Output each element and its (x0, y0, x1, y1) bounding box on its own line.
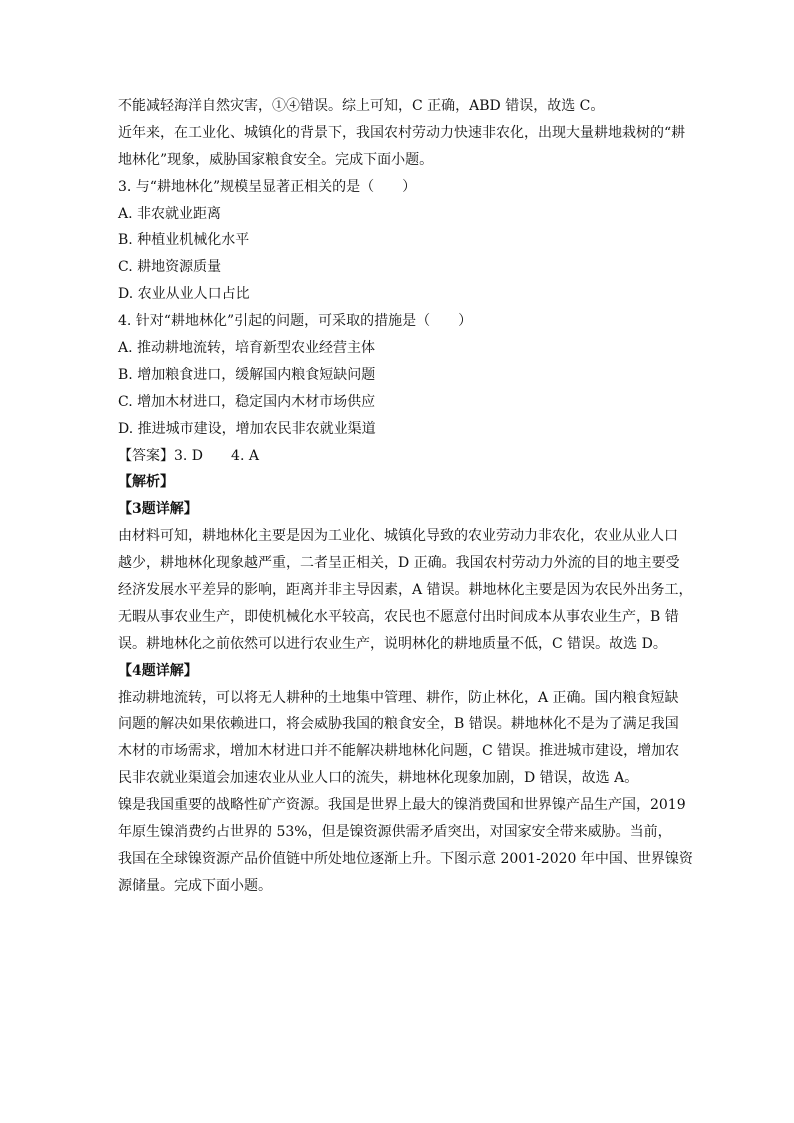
question-3-option-c: C. 耕地资源质量 (118, 259, 222, 276)
question-4-option-b: B. 增加粮食进口，缓解国内粮食短缺问题 (118, 366, 376, 383)
text-line-material-1: 近年来，在工业化、城镇化的背景下，我国农村劳动力快速非农化，出现大量耕地栽树的“耕 (118, 124, 686, 141)
question-3-stem: 3. 与“耕地林化”规模呈显著正相关的是（ ） (118, 178, 417, 195)
question-4-option-d: D. 推进城市建设，增加农民非农就业渠道 (118, 420, 376, 437)
question-3-option-b: B. 种植业机械化水平 (118, 232, 250, 249)
nickel-material-line-4: 源储量。完成下面小题。 (118, 877, 272, 894)
question-4-detail-line-3: 木材的市场需求，增加木材进口并不能解决耕地林化问题，C 错误。推进城市建设，增加农 (118, 743, 680, 760)
analysis-heading: 【解析】 (118, 474, 174, 491)
question-4-option-a: A. 推动耕地流转，培育新型农业经营主体 (118, 340, 376, 357)
text-line-material-2: 地林化”现象，威胁国家粮食安全。完成下面小题。 (118, 151, 434, 168)
nickel-material-line-3: 我国在全球镍资源产品价值链中所处地位逐渐上升。下图示意 2001-2020 年中国、世界镍资 (118, 850, 693, 867)
document-page (118, 93, 693, 900)
question-3-detail-line-3: 经济发展水平差异的影响，距离并非主导因素，A 错误。耕地林化主要是因为农民外出务工， (118, 582, 693, 599)
question-3-detail-line-5: 误。耕地林化之前依然可以进行农业生产，说明林化的耕地质量不低，C 错误。故选 D。 (118, 635, 667, 652)
question-3-option-d: D. 农业从业人口占比 (118, 286, 250, 303)
question-3-detail-line-4: 无暇从事农业生产，即使机械化水平较高，农民也不愿意付出时间成本从事农业生产，B 错 (118, 608, 679, 625)
question-3-detail-line-1: 由材料可知，耕地林化主要是因为工业化、城镇化导致的农业劳动力非农化，农业从业人口 (118, 528, 678, 545)
answer-line: 【答案】3. D 4. A (118, 447, 259, 464)
nickel-material-line-1: 镍是我国重要的战略性矿产资源。我国是世界上最大的镍消费国和世界镍产品生产国，2019 (118, 797, 686, 814)
question-3-detail-line-2: 越少，耕地林化现象越严重，二者呈正相关，D 正确。我国农村劳动力外流的目的地主要受 (118, 555, 680, 572)
question-4-detail-heading: 【4题详解】 (118, 662, 198, 679)
question-4-stem: 4. 针对“耕地林化”引起的问题，可采取的措施是（ ） (118, 313, 473, 330)
question-3-option-a: A. 非农就业距离 (118, 205, 222, 222)
question-4-detail-line-4: 民非农就业渠道会加速农业从业人口的流失，耕地林化现象加剧，D 错误，故选 A。 (118, 770, 639, 787)
question-4-detail-line-1: 推动耕地流转，可以将无人耕种的土地集中管理、耕作，防止林化，A 正确。国内粮食短缺 (118, 689, 679, 706)
question-4-option-c: C. 增加木材进口，稳定国内木材市场供应 (118, 393, 376, 410)
nickel-material-line-2: 年原生镍消费约占世界的 53%，但是镍资源供需矛盾突出，对国家安全带来威胁。当前， (118, 824, 672, 841)
question-3-detail-heading: 【3题详解】 (118, 501, 198, 518)
question-4-detail-line-2: 问题的解决如果依赖进口，将会威胁我国的粮食安全，B 错误。耕地林化不是为了满足我国 (118, 716, 679, 733)
text-line-prev-conclusion: 不能减轻海洋自然灾害，①④错误。综上可知，C 正确，ABD 错误，故选 C。 (118, 98, 605, 114)
